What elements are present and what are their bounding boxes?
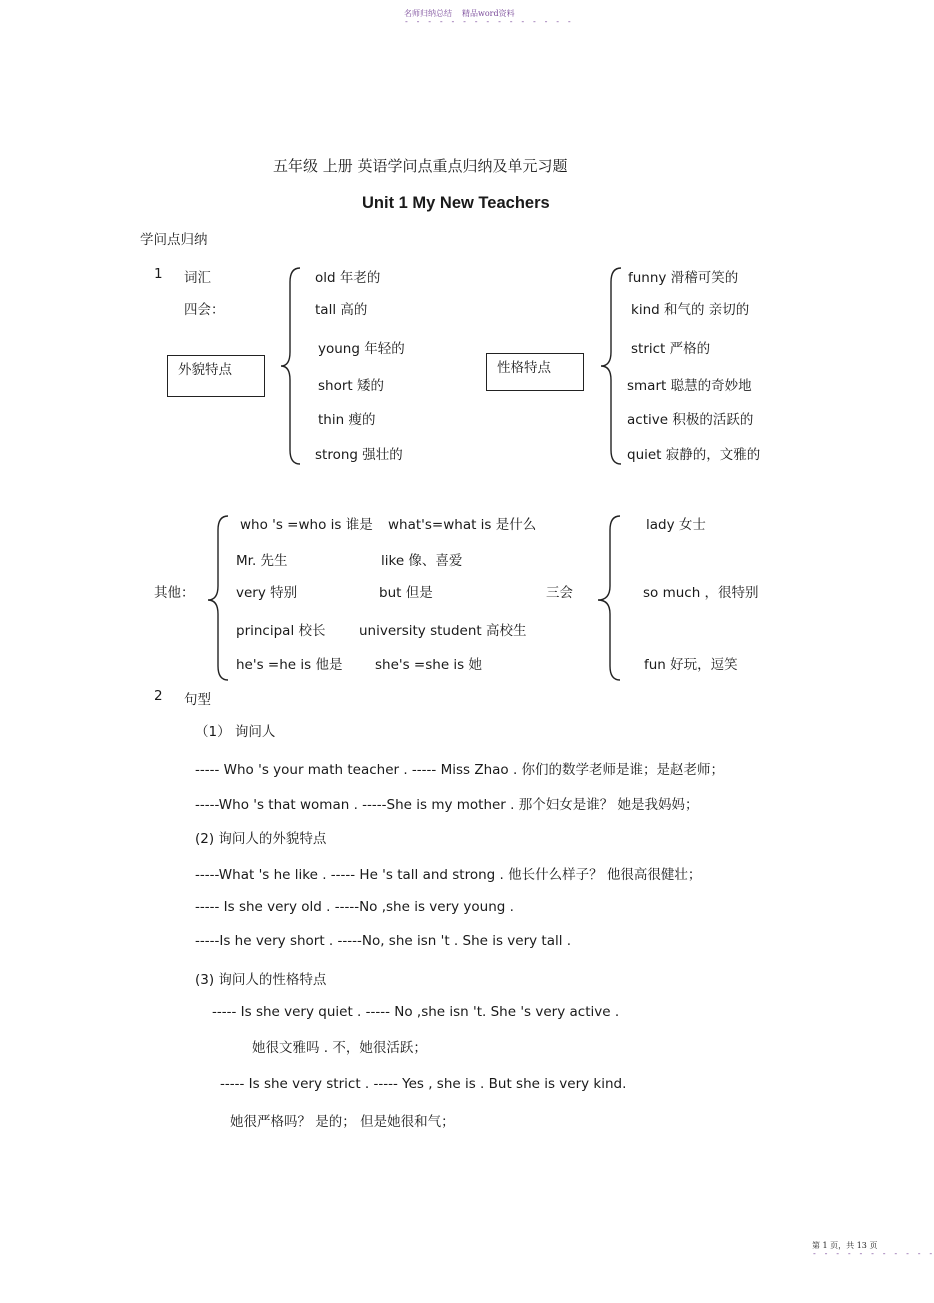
section-heading: 学问点归纳 <box>140 232 208 248</box>
s2-line: -----What 's he like . ----- He 's tall and strong . 他长什么样子？ 他很高很健壮； <box>195 867 702 883</box>
others-right-item: but 但是 <box>379 585 433 601</box>
personality-item: kind 和气的 亲切的 <box>631 302 750 318</box>
appearance-item: tall 高的 <box>315 302 368 318</box>
others-left-item: who 's =who is 谁是 <box>240 517 373 533</box>
personality-item: funny 滑稽可笑的 <box>628 270 739 286</box>
sihui-label: 四会： <box>184 302 225 318</box>
others-left-item: Mr. 先生 <box>236 553 288 569</box>
personality-item: active 积极的活跃的 <box>627 412 754 428</box>
others-right-item: like 像、喜爱 <box>381 553 463 569</box>
s3-question: ----- Is she very strict . ----- Yes , she is . But she is very kind. <box>220 1076 627 1092</box>
footer-dashes: - - - - - - - - - - - <box>812 1249 934 1258</box>
sanhui-item: so much ，很特别 <box>643 585 759 601</box>
s2-line: -----Is he very short . -----No, she isn 't . She is very tall . <box>195 933 572 949</box>
sentences-number: 2 <box>154 688 163 704</box>
personality-box <box>486 353 584 391</box>
appearance-item: short 矮的 <box>318 378 384 394</box>
others-left-item: he's =he is 他是 <box>236 657 343 673</box>
personality-item: smart 聪慧的奇妙地 <box>627 378 752 394</box>
unit-title: Unit 1 My New Teachers <box>362 194 550 212</box>
sanhui-item: lady 女士 <box>646 517 706 533</box>
s1-line: -----Who 's that woman . -----She is my mother . 那个妇女是谁？ 她是我妈妈； <box>195 797 699 813</box>
appearance-brace <box>278 266 308 466</box>
others-label: 其他： <box>154 585 195 601</box>
s3-translation: 她很严格吗？ 是的； 但是她很和气； <box>230 1114 455 1130</box>
s3-translation: 她很文雅吗 . 不，她很活跃； <box>252 1040 427 1056</box>
header-left: 名师归纳总结 <box>404 9 452 18</box>
s2-line: ----- Is she very old . -----No ,she is very young . <box>195 899 514 915</box>
page-number: 第 1 页，共 13 页 <box>812 1241 878 1250</box>
others-right-item: she's =she is 她 <box>375 657 483 673</box>
appearance-box <box>167 355 265 397</box>
personality-brace <box>597 266 627 466</box>
sanhui-brace <box>594 514 624 684</box>
others-right-item: university student 高校生 <box>359 623 527 639</box>
personality-item: quiet 寂静的，文雅的 <box>627 447 761 463</box>
appearance-item: old 年老的 <box>315 270 381 286</box>
sanhui-item: fun 好玩，逗笑 <box>644 657 738 673</box>
others-right-item: what's=what is 是什么 <box>388 517 537 533</box>
s1-title: （1） 询问人 <box>195 724 276 740</box>
others-left-item: principal 校长 <box>236 623 326 639</box>
appearance-item: strong 强壮的 <box>315 447 403 463</box>
s3-title: (3) 询问人的性格特点 <box>195 972 327 988</box>
header-right: 精品word资料 <box>462 9 515 18</box>
header-dashes: - - - - - - - - - - - - - - - <box>404 17 573 26</box>
personality-box-label: 性格特点 <box>497 360 551 376</box>
sentences-label: 句型 <box>184 692 211 708</box>
appearance-item: young 年轻的 <box>318 341 405 357</box>
others-left-item: very 特别 <box>236 585 298 601</box>
page-title: 五年级 上册 英语学问点重点归纳及单元习题 <box>273 157 568 175</box>
personality-item: strict 严格的 <box>631 341 711 357</box>
appearance-box-label: 外貌特点 <box>178 362 232 378</box>
s3-question: ----- Is she very quiet . ----- No ,she isn 't. She 's very active . <box>212 1004 620 1020</box>
vocab-label: 词汇 <box>184 270 211 286</box>
appearance-item: thin 瘦的 <box>318 412 376 428</box>
others-brace <box>204 514 234 684</box>
s2-title: (2) 询问人的外貌特点 <box>195 831 327 847</box>
vocab-number: 1 <box>154 266 163 282</box>
sanhui-label: 三会 <box>546 585 573 601</box>
s1-line: ----- Who 's your math teacher . ----- Miss Zhao . 你们的数学老师是谁；是赵老师； <box>195 762 725 778</box>
